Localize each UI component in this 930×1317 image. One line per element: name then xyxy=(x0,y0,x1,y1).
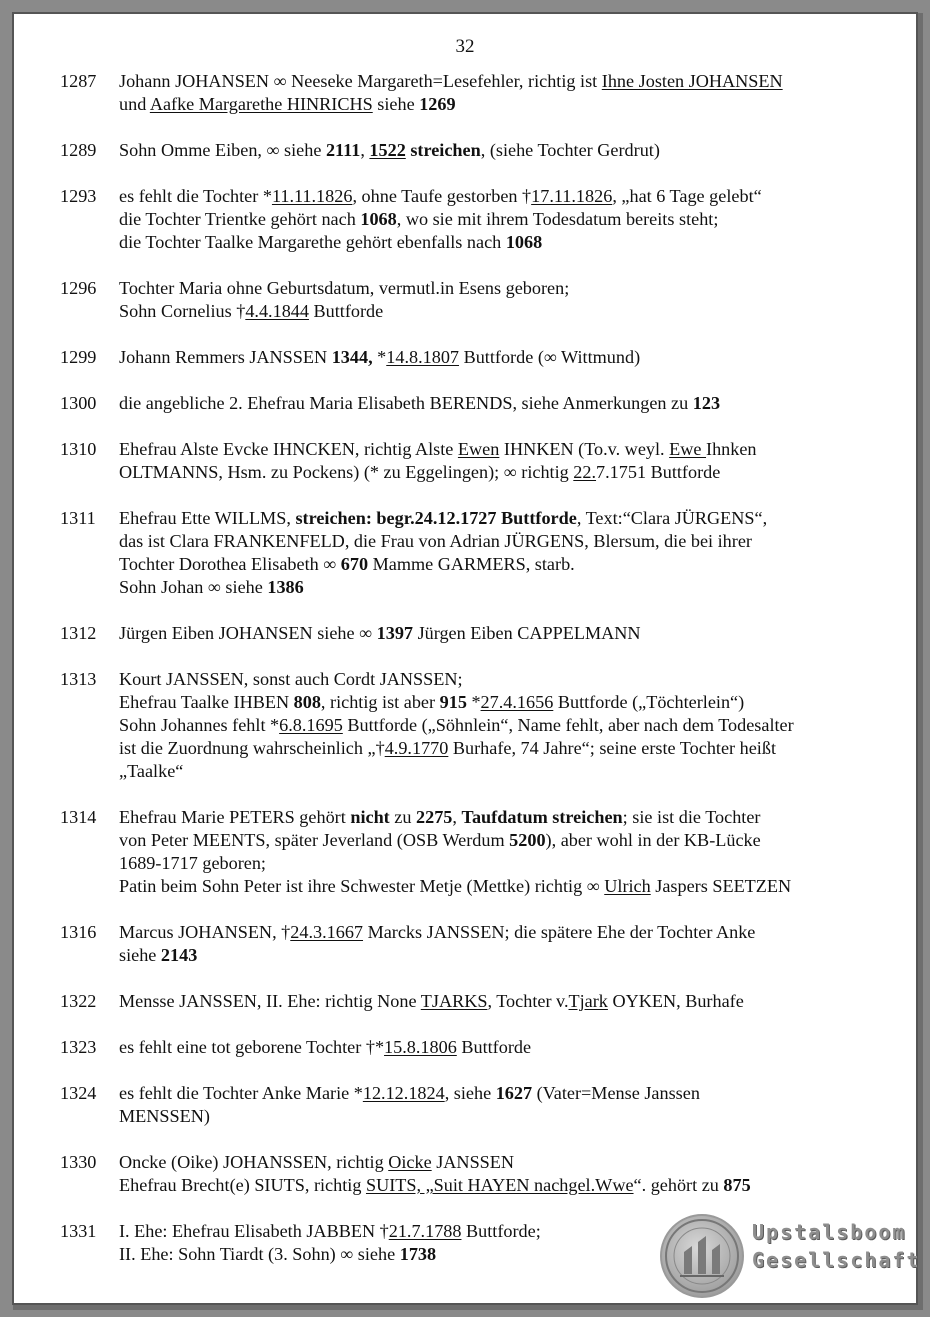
entry-number: 1330 xyxy=(60,1152,97,1172)
entry-text xyxy=(119,921,900,967)
text-segment: ), aber wohl in der KB-Lücke xyxy=(545,830,761,850)
entry-1311 xyxy=(60,507,900,599)
entry-line xyxy=(119,760,900,783)
text-segment: 24.3.1667 xyxy=(290,922,364,942)
entry-line xyxy=(119,93,900,116)
text-segment: (Vater=Mense Janssen xyxy=(532,1083,700,1103)
text-segment: Ehefrau Brecht(e) SIUTS, richtig xyxy=(119,1175,366,1195)
text-segment: 1522 xyxy=(369,140,406,160)
entry-1312 xyxy=(60,622,900,645)
text-segment: siehe xyxy=(119,945,161,965)
text-segment: MENSSEN) xyxy=(119,1106,210,1126)
text-segment: Mamme GARMERS, starb. xyxy=(368,554,575,574)
logo-line-2: Gesellschaft xyxy=(752,1248,921,1272)
text-segment: , xyxy=(452,807,462,827)
entry-number: 1311 xyxy=(60,508,96,528)
entry-text xyxy=(119,1151,900,1197)
text-segment: Jürgen Eiben CAPPELMANN xyxy=(413,623,641,643)
entry-1313 xyxy=(60,668,900,783)
entry-1293 xyxy=(60,185,900,254)
text-segment: Ewen xyxy=(457,439,500,459)
entry-line xyxy=(119,806,900,829)
entry-1310 xyxy=(60,438,900,484)
text-segment: II. Ehe: Sohn Tiardt (3. Sohn) ∞ siehe xyxy=(119,1244,400,1264)
text-segment: 875 xyxy=(723,1175,751,1195)
text-segment: 1344, xyxy=(331,347,373,367)
text-segment: 7.1751 Buttforde xyxy=(596,462,721,482)
text-segment: Burhafe, 74 Jahre“; seine erste Tochter heißt xyxy=(448,738,777,758)
text-segment: 2111 xyxy=(325,140,361,160)
entry-text xyxy=(119,392,900,415)
text-segment: , siehe xyxy=(444,1083,496,1103)
entry-line xyxy=(119,829,900,852)
text-segment: “. gehört zu xyxy=(633,1175,724,1195)
entry-number: 1289 xyxy=(60,140,97,160)
text-segment: IHNKEN (To.v. weyl. xyxy=(499,439,670,459)
entry-number: 1331 xyxy=(60,1221,97,1241)
text-segment: 5200 xyxy=(509,830,546,850)
society-logo-text xyxy=(752,1218,921,1274)
text-segment: OYKEN, Burhafe xyxy=(607,991,744,1011)
entry-text xyxy=(119,438,900,484)
entry-number: 1287 xyxy=(60,71,97,91)
text-segment: 1068 xyxy=(360,209,397,229)
entry-number: 1324 xyxy=(60,1083,97,1103)
text-segment: Kourt JANSSEN, sonst auch Cordt JANSSEN; xyxy=(119,669,463,689)
entry-number: 1322 xyxy=(60,991,97,1011)
text-segment: es fehlt die Tochter * xyxy=(119,186,272,206)
entry-line xyxy=(119,300,900,323)
text-segment: 27.4.1656 xyxy=(480,692,554,712)
entry-number: 1296 xyxy=(60,278,97,298)
text-segment: 14.8.1807 xyxy=(386,347,460,367)
text-segment: Jaspers SEETZEN xyxy=(650,876,792,896)
entry-1316 xyxy=(60,921,900,967)
entry-1289 xyxy=(60,139,900,162)
entry-1323 xyxy=(60,1036,900,1059)
entry-line xyxy=(119,990,900,1013)
text-segment: Sohn Cornelius † xyxy=(119,301,246,321)
entry-line xyxy=(119,921,900,944)
text-segment: streichen xyxy=(405,140,481,160)
entry-1330 xyxy=(60,1151,900,1197)
entry-line xyxy=(119,714,900,737)
text-segment: Buttforde xyxy=(308,301,384,321)
entry-line xyxy=(119,231,900,254)
text-segment: I. Ehe: Ehefrau Elisabeth JABBEN † xyxy=(119,1221,389,1241)
entry-line xyxy=(119,507,900,530)
document-page xyxy=(14,14,921,1303)
text-segment: es fehlt die Tochter Anke Marie * xyxy=(119,1083,363,1103)
entry-line xyxy=(119,668,900,691)
text-segment: 22. xyxy=(573,462,597,482)
text-segment: Tochter Dorothea Elisabeth ∞ xyxy=(119,554,341,574)
entry-line xyxy=(119,438,900,461)
entry-line xyxy=(119,1151,900,1174)
entry-line xyxy=(119,852,900,875)
text-segment: 4.9.1770 xyxy=(384,738,449,758)
text-segment: Ulrich xyxy=(604,876,651,896)
entry-number: 1316 xyxy=(60,922,97,942)
entry-line xyxy=(119,185,900,208)
text-segment: Buttforde xyxy=(456,1037,532,1057)
text-segment: Sohn Johan ∞ siehe xyxy=(119,577,268,597)
entry-1299 xyxy=(60,346,900,369)
text-segment: zu xyxy=(389,807,417,827)
entry-1322 xyxy=(60,990,900,1013)
entry-text xyxy=(119,70,900,116)
text-segment: und xyxy=(119,94,150,114)
text-segment: , ohne Taufe gestorben † xyxy=(352,186,532,206)
text-segment: Marcus JOHANSEN, † xyxy=(119,922,291,942)
entry-line xyxy=(119,691,900,714)
entry-text xyxy=(119,1082,900,1128)
text-segment: ist die Zuordnung wahrscheinlich „† xyxy=(119,738,385,758)
text-segment: Buttforde („Töchterlein“) xyxy=(553,692,745,712)
text-segment: Ehefrau Alste Evcke IHNCKEN, richtig Alste xyxy=(119,439,458,459)
text-segment: „Taalke“ xyxy=(119,761,184,781)
entry-number: 1299 xyxy=(60,347,97,367)
text-segment: , xyxy=(360,140,370,160)
entry-line xyxy=(119,1082,900,1105)
text-segment: streichen: begr.24.12.1727 Buttforde xyxy=(295,508,577,528)
text-segment: JANSSEN xyxy=(431,1152,515,1172)
text-segment: , Text:“Clara JÜRGENS“, xyxy=(576,508,768,528)
text-segment: , Tochter v. xyxy=(487,991,569,1011)
entry-line xyxy=(119,553,900,576)
entry-number: 1310 xyxy=(60,439,97,459)
text-segment: Mensse JANSSEN, II. Ehe: richtig None xyxy=(119,991,421,1011)
text-segment: 123 xyxy=(692,393,721,413)
text-segment: Tochter Maria ohne Geburtsdatum, vermutl.in Esens geboren; xyxy=(119,278,570,298)
entry-line xyxy=(119,139,900,162)
text-segment: Ehefrau Ette WILLMS, xyxy=(119,508,296,528)
text-segment: von Peter MEENTS, später Jeverland (OSB Werdum xyxy=(119,830,510,850)
text-segment: 1738 xyxy=(399,1244,437,1264)
text-segment: 17.11.1826 xyxy=(531,186,613,206)
text-segment: siehe xyxy=(372,94,420,114)
entry-line xyxy=(119,530,900,553)
text-segment: Buttforde („Söhnlein“, Name fehlt, aber nach dem Todesalter xyxy=(342,715,794,735)
entry-1324 xyxy=(60,1082,900,1128)
text-segment: nicht xyxy=(350,807,390,827)
text-segment: die angebliche 2. Ehefrau Maria Elisabeth BERENDS, siehe Anmerkungen zu xyxy=(119,393,693,413)
entry-number: 1323 xyxy=(60,1037,97,1057)
entry-line xyxy=(119,875,900,898)
entry-text xyxy=(119,622,900,645)
text-segment: 6.8.1695 xyxy=(279,715,343,735)
text-segment: TJARKS xyxy=(420,991,488,1011)
text-segment: 1269 xyxy=(419,94,456,114)
text-segment: die Tochter Taalke Margarethe gehört ebenfalls nach xyxy=(119,232,506,252)
text-segment: SUITS, „Suit HAYEN nachgel.Wwe xyxy=(365,1175,634,1195)
page-number: 32 xyxy=(455,36,475,57)
text-segment: Sohn Omme Eiben, ∞ siehe xyxy=(119,140,326,160)
entry-text xyxy=(119,990,900,1013)
text-segment: Buttforde (∞ Wittmund) xyxy=(459,347,641,367)
text-segment: , wo sie mit ihrem Todesdatum bereits steht; xyxy=(396,209,719,229)
text-segment: 2275 xyxy=(416,807,453,827)
text-segment: 670 xyxy=(340,554,369,574)
text-segment: Oncke (Oike) JOHANSSEN, richtig xyxy=(119,1152,389,1172)
text-segment: 4.4.1844 xyxy=(245,301,309,321)
text-segment: 15.8.1806 xyxy=(384,1037,457,1057)
entry-line xyxy=(119,737,900,760)
text-segment: Ehefrau Marie PETERS gehört xyxy=(119,807,351,827)
text-segment: 1068 xyxy=(505,232,543,252)
entry-line xyxy=(119,70,900,93)
text-segment: Ewe xyxy=(669,439,707,459)
text-segment: * xyxy=(466,692,481,712)
entry-1296 xyxy=(60,277,900,323)
text-segment: Taufdatum streichen xyxy=(461,807,623,827)
entry-line xyxy=(119,622,900,645)
logo-line-1: Upstalsboom xyxy=(752,1220,907,1244)
entry-text xyxy=(119,668,900,783)
text-segment: 808 xyxy=(293,692,321,712)
text-segment: Johann JOHANSEN ∞ Neeseke Margareth=Lesefehler, richtig ist xyxy=(119,71,602,91)
entry-line xyxy=(119,277,900,300)
entry-text xyxy=(119,139,900,162)
text-segment: Ehefrau Taalke IHBEN xyxy=(119,692,294,712)
text-segment: 12.12.1824 xyxy=(362,1083,445,1103)
entry-number: 1312 xyxy=(60,623,97,643)
entry-number: 1313 xyxy=(60,669,97,689)
text-segment: es fehlt eine tot geborene Tochter †* xyxy=(119,1037,385,1057)
entry-text xyxy=(119,1036,900,1059)
text-segment: , „hat 6 Tage gelebt“ xyxy=(612,186,762,206)
entry-1300 xyxy=(60,392,900,415)
seal-icon xyxy=(660,1214,744,1298)
entry-text xyxy=(119,277,900,323)
text-segment: 11.11.1826 xyxy=(271,186,353,206)
entry-text xyxy=(119,507,900,599)
text-segment: Tjark xyxy=(568,991,608,1011)
entry-text xyxy=(119,806,900,898)
text-segment: Buttforde; xyxy=(461,1221,541,1241)
text-segment: 1689-1717 geboren; xyxy=(119,853,266,873)
entry-number: 1300 xyxy=(60,393,97,413)
entry-line xyxy=(119,944,900,967)
text-segment: Ihnken xyxy=(706,439,757,459)
entry-line xyxy=(119,208,900,231)
entry-1314 xyxy=(60,806,900,898)
entry-1287 xyxy=(60,70,900,116)
text-segment: OLTMANNS, Hsm. zu Pockens) (* zu Eggelingen); ∞ richtig xyxy=(119,462,574,482)
text-segment: das ist Clara FRANKENFELD, die Frau von Adrian JÜRGENS, Blersum, die bei ihrer xyxy=(119,531,752,551)
text-segment: 1627 xyxy=(495,1083,533,1103)
text-segment: Johann Remmers JANSSEN xyxy=(119,347,332,367)
text-segment: Oicke xyxy=(388,1152,432,1172)
text-segment: Aafke Margarethe HINRICHS xyxy=(149,94,373,114)
text-segment: Sohn Johannes fehlt * xyxy=(119,715,280,735)
text-segment: Ihne Josten JOHANSEN xyxy=(601,71,783,91)
entry-line xyxy=(119,461,900,484)
entry-text xyxy=(119,346,900,369)
entry-line xyxy=(119,1174,900,1197)
text-segment: , (siehe Tochter Gerdrut) xyxy=(480,140,660,160)
entry-line xyxy=(119,1036,900,1059)
text-segment: , richtig ist aber xyxy=(320,692,440,712)
entry-line xyxy=(119,346,900,369)
text-segment: 1397 xyxy=(376,623,414,643)
text-segment: Patin beim Sohn Peter ist ihre Schwester Metje (Mettke) richtig ∞ xyxy=(119,876,605,896)
society-logo xyxy=(660,1214,921,1296)
entry-list xyxy=(60,70,900,1289)
entry-line xyxy=(119,576,900,599)
entry-line xyxy=(119,392,900,415)
text-segment: 2143 xyxy=(160,945,198,965)
text-segment: Marcks JANSSEN; die spätere Ehe der Tochter Anke xyxy=(363,922,756,942)
text-segment: * xyxy=(372,347,387,367)
text-segment: die Tochter Trientke gehört nach xyxy=(119,209,361,229)
entry-number: 1293 xyxy=(60,186,97,206)
entry-text xyxy=(119,185,900,254)
text-segment: Jürgen Eiben JOHANSEN siehe ∞ xyxy=(119,623,377,643)
text-segment: 21.7.1788 xyxy=(388,1221,462,1241)
text-segment: 915 xyxy=(439,692,467,712)
text-segment: ; sie ist die Tochter xyxy=(622,807,761,827)
entry-number: 1314 xyxy=(60,807,97,827)
text-segment: 1386 xyxy=(267,577,304,597)
entry-line xyxy=(119,1105,900,1128)
